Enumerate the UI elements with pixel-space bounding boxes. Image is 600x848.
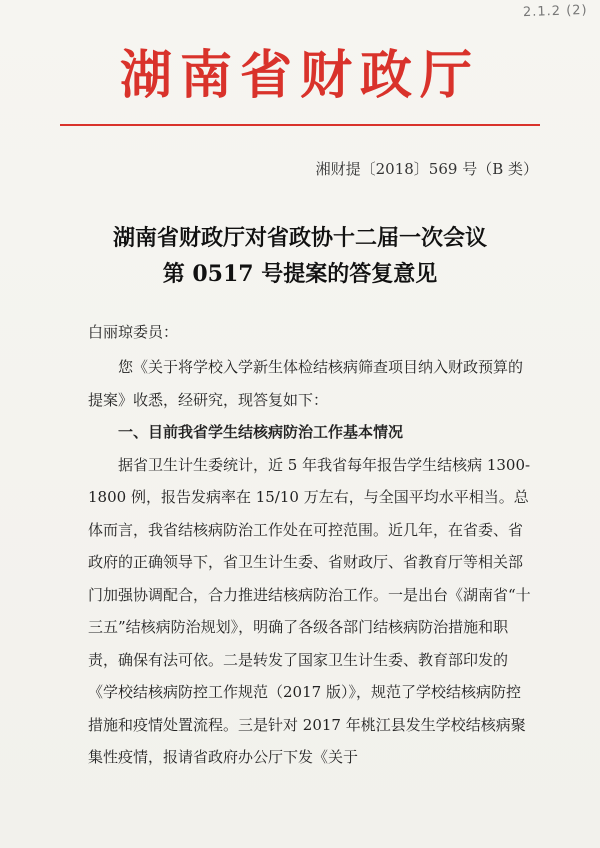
- red-divider: [60, 124, 540, 126]
- body-paragraph: 据省卫生计生委统计，近 5 年我省每年报告学生结核病 1300-1800 例，报告发病率在 15/10 万左右，与全国平均水平相当。总体而言，我省结核病防治工作处在可控范围。近几年，在省委、省政府的正确领导下，省卫生计生委、省财政厅、省教育厅等相关部门加强协调配合，合力推进结核病防治工作。一是出台《湖南省“十三五”结核病防治规划》，明确了各级各部门结核病防治措施和职责，确保有法可依。二是转发了国家卫生计生委、教育部印发的《学校结核病防控工作规范（2017 版）》，规范了学校结核病防控措施和疫情处置流程。三是针对 2017 年桃江县发生学校结核病聚集性疫情，报请省政府办公厅下发《关于: [88, 455, 531, 766]
- title-line-2: 第 0517 号提案的答复意见: [162, 261, 438, 287]
- document-title: [0, 220, 600, 292]
- letterhead-title: 湖南省财政厅: [119, 46, 480, 106]
- title-line-1: 湖南省财政厅对省政协十二届一次会议: [112, 225, 487, 251]
- document-number: 湘财提〔2018〕569 号（B 类）: [315, 160, 538, 178]
- section-heading: 一、目前我省学生结核病防治工作基本情况: [118, 423, 404, 441]
- salutation: 白丽琼委员：: [88, 323, 179, 341]
- handwritten-note: 2.1.2 (2): [523, 2, 589, 21]
- intro-paragraph: 您《关于将学校入学新生体检结核病筛查项目纳入财政预算的提案》收悉，经研究，现答复如下：: [88, 358, 524, 409]
- document-body: [88, 351, 533, 774]
